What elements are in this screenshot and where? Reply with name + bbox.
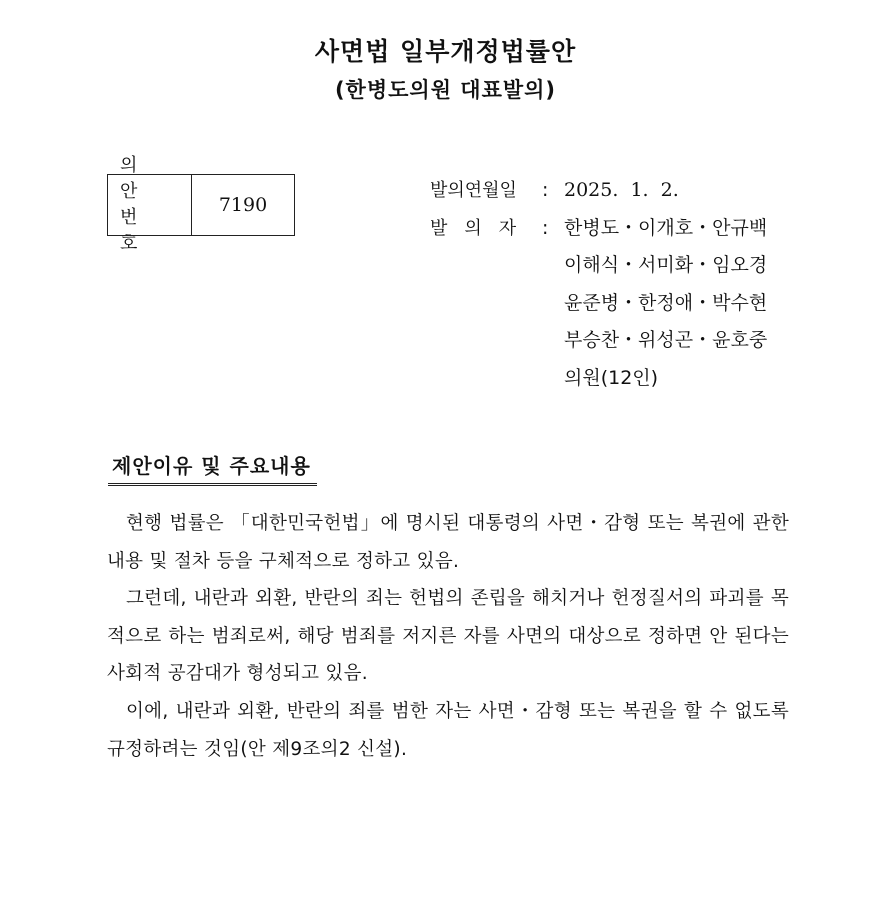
colon: : bbox=[542, 216, 549, 239]
colon: : bbox=[542, 179, 549, 201]
sponsor-line: 한병도・이개호・안규백 bbox=[564, 216, 768, 239]
sponsors-list bbox=[564, 210, 767, 398]
sponsor-line: 부승찬・위성곤・윤호중 bbox=[564, 329, 768, 351]
sponsor-line: 윤준병・한정애・박수현 bbox=[564, 291, 768, 314]
bill-number-label bbox=[108, 155, 192, 254]
paragraph: 현행 법률은 「대한민국헌법」에 명시된 대통령의 사면・감형 또는 복권에 관한 내용 및 절차 등을 구체적으로 정하고 있음. bbox=[107, 513, 789, 572]
bill-number-box bbox=[107, 155, 295, 254]
section-heading: 제안이유 및 주요내용 bbox=[108, 450, 317, 486]
document-title: 사면법 일부개정법률안 bbox=[314, 37, 577, 66]
bill-label-line2: 번 호 bbox=[120, 207, 150, 254]
proposal-date-row bbox=[430, 172, 767, 210]
paragraph: 그런데, 내란과 외환, 반란의 죄는 헌법의 존립을 해치거나 헌정질서의 파괴를 목적으로 하는 범죄로써, 해당 범죄를 저지른 자를 사면의 대상으로 정하면 안 된다는 사회적 공감대가 형성되고 있음. bbox=[107, 588, 789, 685]
paragraph: 이에, 내란과 외환, 반란의 죄를 범한 자는 사면・감형 또는 복권을 할 수 없도록 규정하려는 것임(안 제9조의2 신설). bbox=[107, 700, 789, 760]
proposal-date-label: 발의연월일 bbox=[430, 180, 517, 201]
document-subtitle: (한병도의원 대표발의) bbox=[334, 78, 557, 102]
sponsors-label: 발의자 bbox=[430, 217, 534, 239]
sponsor-line: 이해식・서미화・임오경 bbox=[564, 254, 768, 276]
bill-label-line1: 의 안 bbox=[120, 155, 150, 202]
sponsor-count: 의원(12인) bbox=[564, 366, 659, 389]
proposal-body bbox=[107, 505, 789, 768]
bill-number-value: 7190 bbox=[218, 194, 268, 216]
sponsors-row bbox=[430, 210, 767, 398]
proposal-date-value: 2025. 1. 2. bbox=[564, 179, 679, 201]
bill-meta bbox=[430, 172, 767, 397]
